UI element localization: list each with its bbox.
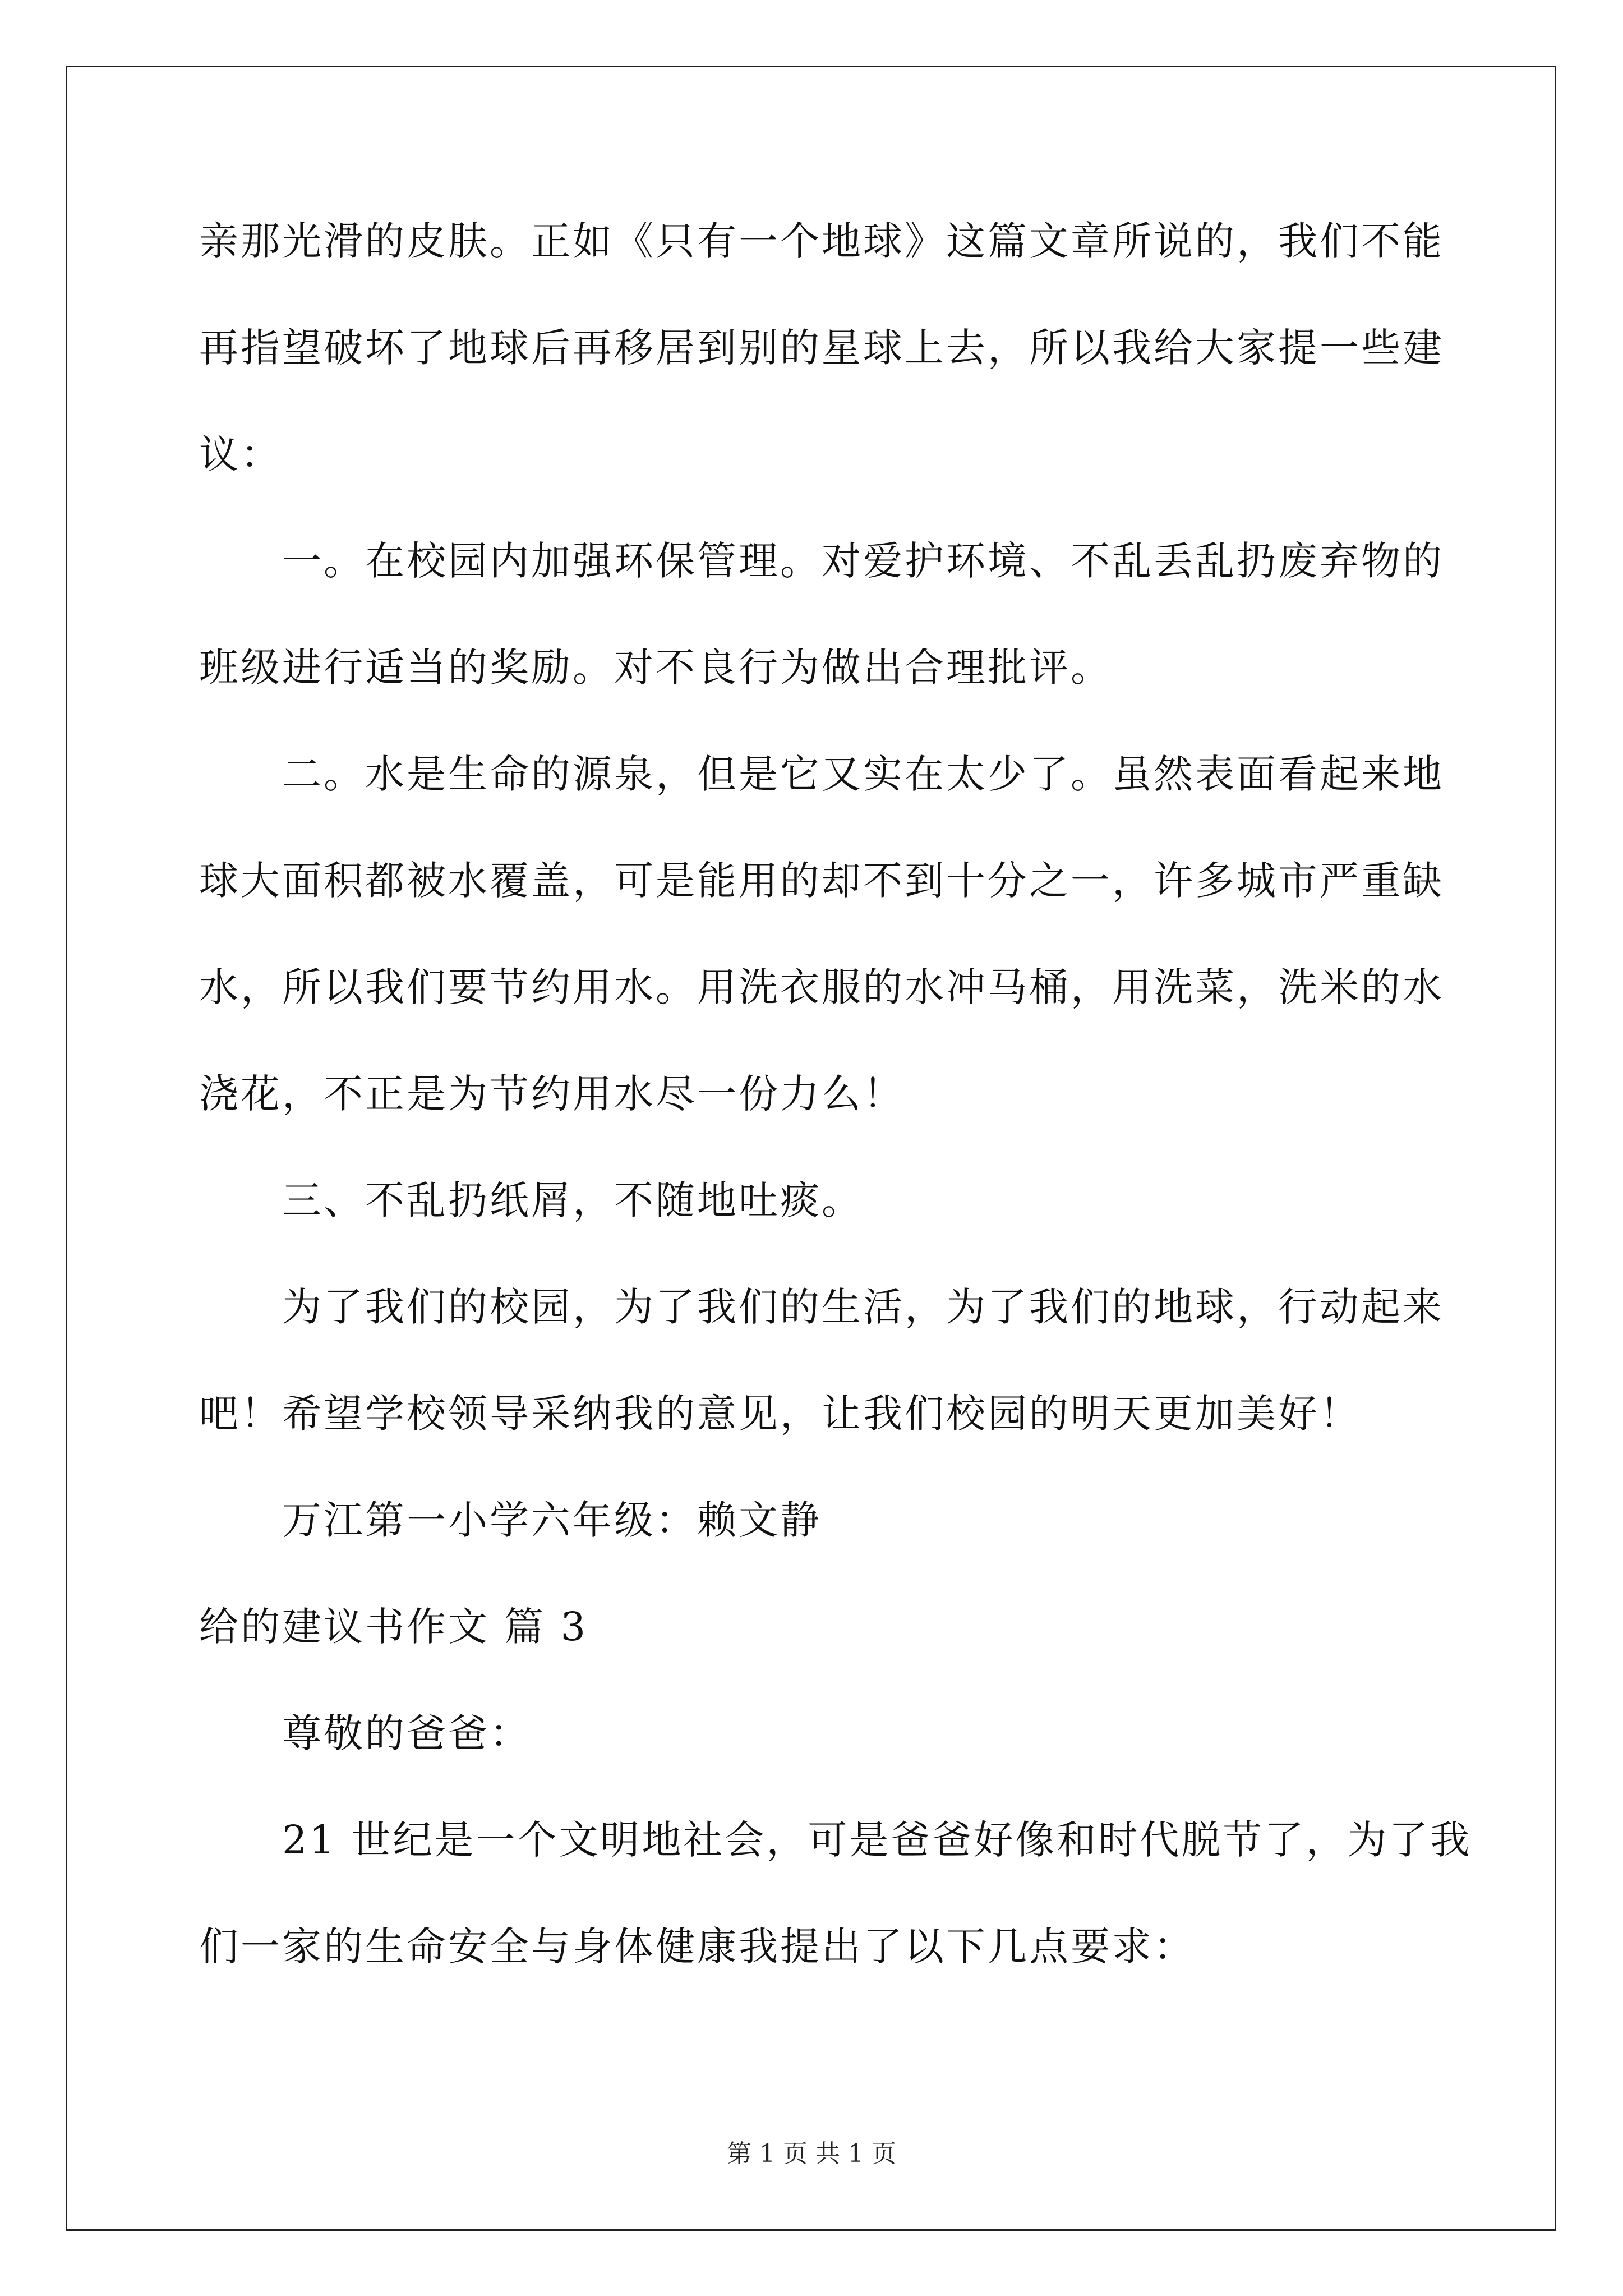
paragraph-first-line: 为了我们的校园，为了我们的生活，为了我们的地球，行动起来 [282, 1284, 1444, 1330]
section-heading: 给的建议书作文 篇 3 [199, 1604, 588, 1650]
text-line: 再指望破坏了地球后再移居到别的星球上去，所以我给大家提一些建 [199, 325, 1444, 371]
signature-line: 万江第一小学六年级：赖文静 [282, 1497, 822, 1543]
text-line: 班级进行适当的奖励。对不良行为做出合理批评。 [199, 645, 1112, 691]
paragraph-first-line: 二。水是生命的源泉，但是它又实在太少了。虽然表面看起来地 [282, 751, 1444, 797]
page-number-footer: 第 1 页 共 1 页 [727, 2139, 896, 2168]
text-line: 亲那光滑的皮肤。正如《只有一个地球》这篇文章所说的，我们不能 [199, 218, 1444, 264]
page-border [66, 66, 1556, 2231]
text-line: 浇花，不正是为节约用水尽一份力么！ [199, 1071, 905, 1117]
text-line: 们一家的生命安全与身体健康我提出了以下几点要求： [199, 1924, 1195, 1970]
text-line: 球大面积都被水覆盖，可是能用的却不到十分之一，许多城市严重缺 [199, 858, 1444, 904]
salutation: 尊敬的爸爸： [282, 1710, 531, 1756]
text-line: 吧！希望学校领导采纳我的意见，让我们校园的明天更加美好！ [199, 1391, 1361, 1437]
text-line: 水，所以我们要节约用水。用洗衣服的水冲马桶，用洗菜，洗米的水 [199, 964, 1444, 1010]
paragraph-first-line: 一。在校园内加强环保管理。对爱护环境、不乱丢乱扔废弃物的 [282, 538, 1444, 584]
text-line: 议： [199, 431, 282, 477]
paragraph-first-line: 三、不乱扔纸屑，不随地吐痰。 [282, 1177, 863, 1223]
paragraph-first-line: 21 世纪是一个文明地社会，可是爸爸好像和时代脱节了，为了我 [282, 1817, 1472, 1863]
